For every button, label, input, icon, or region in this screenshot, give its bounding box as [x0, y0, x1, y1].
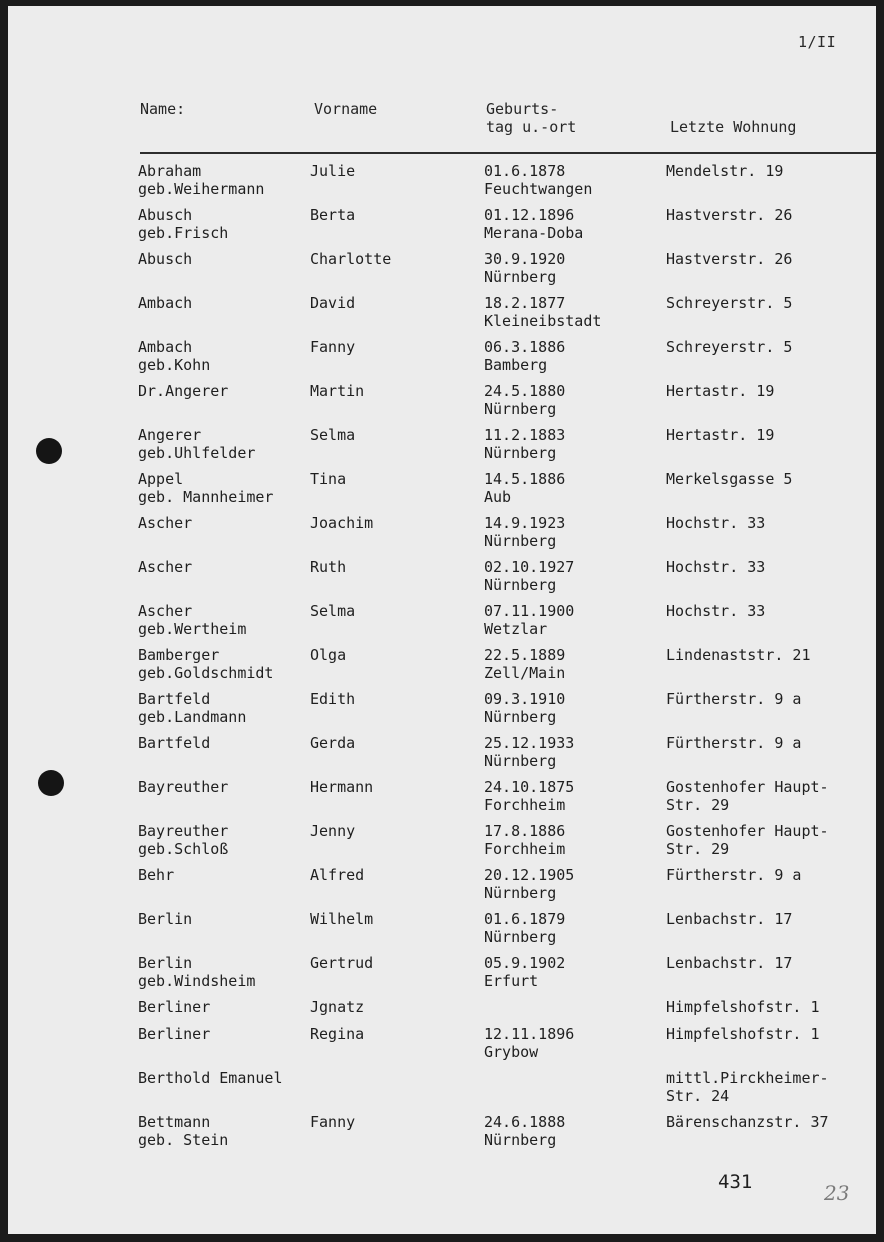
cell-wohnung: Hertastr. 19 [666, 426, 775, 444]
table-header [140, 94, 876, 154]
cell-wohnung: Lenbachstr. 17 [666, 910, 793, 928]
cell-geburt: 18.2.1877 Kleineibstadt [484, 294, 602, 330]
cell-geburt: 09.3.1910 Nürnberg [484, 690, 566, 726]
cell-wohnung: Hertastr. 19 [666, 382, 775, 400]
table-row [138, 822, 876, 866]
cell-vorname: Fanny [310, 1113, 356, 1131]
cell-vorname: Hermann [310, 778, 374, 796]
cell-name: Appel geb. Mannheimer [138, 470, 274, 506]
table-row [138, 338, 876, 382]
cell-vorname: Selma [310, 426, 356, 444]
cell-vorname: Olga [310, 646, 347, 664]
cell-wohnung: Hastverstr. 26 [666, 206, 793, 224]
cell-geburt: 01.12.1896 Merana-Doba [484, 206, 584, 242]
cell-name: Abusch [138, 250, 193, 268]
page-identifier: 1/II [798, 33, 837, 51]
cell-name: Ambach geb.Kohn [138, 338, 211, 374]
cell-name: Ascher geb.Wertheim [138, 602, 247, 638]
table-row [138, 910, 876, 954]
cell-wohnung: Schreyerstr. 5 [666, 338, 793, 356]
cell-wohnung: Lindenaststr. 21 [666, 646, 811, 664]
cell-vorname: Selma [310, 602, 356, 620]
table-row [138, 558, 876, 602]
cell-geburt: 30.9.1920 Nürnberg [484, 250, 566, 286]
cell-wohnung: Gostenhofer Haupt- Str. 29 [666, 822, 829, 858]
table-row [138, 294, 876, 338]
table-row [138, 866, 876, 910]
cell-geburt: 07.11.1900 Wetzlar [484, 602, 575, 638]
cell-name: Bartfeld geb.Landmann [138, 690, 247, 726]
cell-vorname: Tina [310, 470, 347, 488]
table-row [138, 646, 876, 690]
cell-wohnung: Lenbachstr. 17 [666, 954, 793, 972]
cell-name: Angerer geb.Uhlfelder [138, 426, 256, 462]
table-row [138, 426, 876, 470]
cell-wohnung: Himpfelshofstr. 1 [666, 1025, 820, 1043]
cell-name: Ambach [138, 294, 193, 312]
cell-geburt: 24.5.1880 Nürnberg [484, 382, 566, 418]
cell-geburt: 01.6.1878 Feuchtwangen [484, 162, 593, 198]
cell-name: Bettmann geb. Stein [138, 1113, 229, 1149]
cell-name: Berlin geb.Windsheim [138, 954, 256, 990]
table-row [138, 162, 876, 206]
cell-wohnung: Gostenhofer Haupt- Str. 29 [666, 778, 829, 814]
cell-wohnung: Mendelstr. 19 [666, 162, 784, 180]
cell-wohnung: Schreyerstr. 5 [666, 294, 793, 312]
cell-vorname: Charlotte [310, 250, 392, 268]
cell-geburt: 12.11.1896 Grybow [484, 1025, 575, 1061]
cell-geburt: 14.5.1886 Aub [484, 470, 566, 506]
cell-wohnung: Fürtherstr. 9 a [666, 734, 802, 752]
table-row [138, 954, 876, 998]
cell-vorname: Martin [310, 382, 365, 400]
cell-name: Bamberger geb.Goldschmidt [138, 646, 274, 682]
cell-wohnung: Hochstr. 33 [666, 558, 766, 576]
page-number: 431 [718, 1171, 753, 1193]
cell-geburt: 06.3.1886 Bamberg [484, 338, 566, 374]
cell-geburt: 24.10.1875 Forchheim [484, 778, 575, 814]
punch-hole-lower [38, 770, 64, 796]
cell-name: Abraham geb.Weihermann [138, 162, 265, 198]
cell-geburt: 02.10.1927 Nürnberg [484, 558, 575, 594]
table-row [138, 514, 876, 558]
cell-wohnung: Merkelsgasse 5 [666, 470, 793, 488]
table-row [138, 778, 876, 822]
punch-hole-upper [36, 438, 62, 464]
cell-vorname: Regina [310, 1025, 365, 1043]
header-geburt: Geburts- tag u.-ort [486, 100, 577, 136]
cell-wohnung: Hochstr. 33 [666, 602, 766, 620]
cell-wohnung: Fürtherstr. 9 a [666, 690, 802, 708]
cell-vorname: David [310, 294, 356, 312]
cell-wohnung: Himpfelshofstr. 1 [666, 998, 820, 1016]
cell-wohnung: Hochstr. 33 [666, 514, 766, 532]
table-row [138, 470, 876, 514]
cell-vorname: Jenny [310, 822, 356, 840]
cell-vorname: Alfred [310, 866, 365, 884]
cell-vorname: Gerda [310, 734, 356, 752]
register-table [138, 162, 876, 1157]
header-vorname: Vorname [314, 100, 378, 118]
table-row [138, 206, 876, 250]
cell-name: Abusch geb.Frisch [138, 206, 229, 242]
cell-name: Dr.Angerer [138, 382, 229, 400]
cell-name: Berliner [138, 1025, 211, 1043]
header-name: Name: [140, 100, 186, 118]
table-row [138, 1069, 876, 1113]
handwritten-note: 23 [824, 1181, 850, 1205]
cell-name: Berlin [138, 910, 193, 928]
table-row [138, 250, 876, 294]
cell-name: Berthold Emanuel [138, 1069, 283, 1087]
cell-name: Bayreuther geb.Schloß [138, 822, 229, 858]
cell-wohnung: Hastverstr. 26 [666, 250, 793, 268]
cell-vorname: Gertrud [310, 954, 374, 972]
cell-vorname: Berta [310, 206, 356, 224]
cell-vorname: Ruth [310, 558, 347, 576]
cell-name: Bayreuther [138, 778, 229, 796]
cell-name: Bartfeld [138, 734, 211, 752]
cell-vorname: Julie [310, 162, 356, 180]
cell-wohnung: mittl.Pirckheimer- Str. 24 [666, 1069, 829, 1105]
cell-vorname: Joachim [310, 514, 374, 532]
cell-geburt: 20.12.1905 Nürnberg [484, 866, 575, 902]
cell-geburt: 17.8.1886 Forchheim [484, 822, 566, 858]
header-wohnung: Letzte Wohnung [670, 118, 797, 136]
cell-name: Ascher [138, 558, 193, 576]
cell-wohnung: Bärenschanzstr. 37 [666, 1113, 829, 1131]
document-sheet [8, 6, 876, 1234]
cell-vorname: Fanny [310, 338, 356, 356]
cell-geburt: 01.6.1879 Nürnberg [484, 910, 566, 946]
table-row [138, 998, 876, 1025]
cell-vorname: Edith [310, 690, 356, 708]
cell-geburt: 05.9.1902 Erfurt [484, 954, 566, 990]
cell-geburt: 11.2.1883 Nürnberg [484, 426, 566, 462]
table-row [138, 382, 876, 426]
cell-vorname: Wilhelm [310, 910, 374, 928]
table-row [138, 690, 876, 734]
table-row [138, 734, 876, 778]
cell-name: Berliner [138, 998, 211, 1016]
table-row [138, 1113, 876, 1157]
table-row [138, 602, 876, 646]
cell-vorname: Jgnatz [310, 998, 365, 1016]
cell-name: Ascher [138, 514, 193, 532]
table-row [138, 1025, 876, 1069]
cell-geburt: 22.5.1889 Zell/Main [484, 646, 566, 682]
cell-wohnung: Fürtherstr. 9 a [666, 866, 802, 884]
cell-geburt: 25.12.1933 Nürnberg [484, 734, 575, 770]
cell-geburt: 14.9.1923 Nürnberg [484, 514, 566, 550]
cell-geburt: 24.6.1888 Nürnberg [484, 1113, 566, 1149]
cell-name: Behr [138, 866, 175, 884]
